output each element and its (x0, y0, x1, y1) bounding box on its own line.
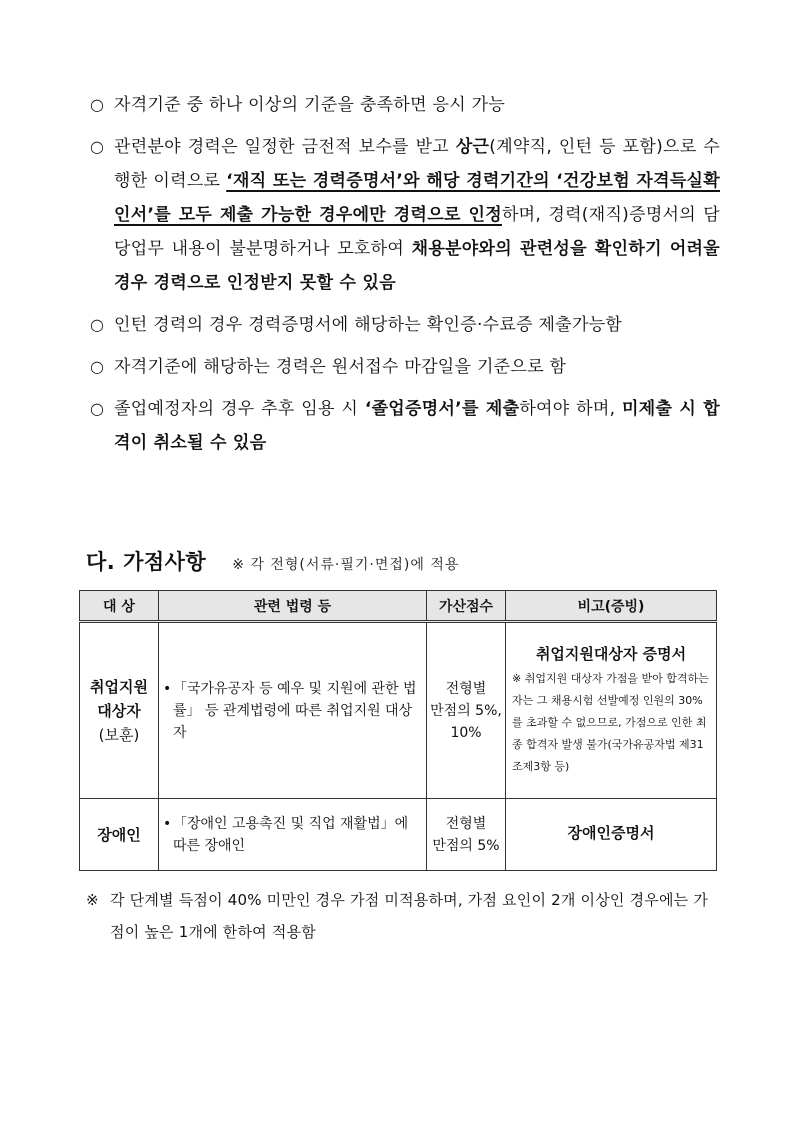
text-run: 졸업예정자의 경우 추후 임용 시 (114, 399, 365, 419)
note-cell (506, 799, 717, 871)
column-header: 비고(증빙) (506, 591, 717, 622)
eligibility-bullets (90, 88, 720, 468)
points-cell (427, 799, 506, 871)
list-item (90, 392, 720, 460)
target-cell: 장애인 (80, 799, 159, 871)
bullet-text: 인턴 경력의 경우 경력증명서에 해당하는 확인증·수료증 제출가능함 (114, 315, 623, 335)
note-body: ※ 취업지원 대상자 가점을 받아 합격하는 자는 그 채용시험 선발예정 인원의 30%를 초과할 수 없으므로, 가점으로 인한 최종 합격자 발생 불가(국가유공자법 제31조제3항 등) (512, 672, 709, 773)
footnote (86, 884, 721, 948)
target-line: 취업지원 (90, 677, 148, 696)
law-text: 「장애인 고용촉진 및 직업 재활법」에 따른 장애인 (173, 815, 409, 854)
law-text: 「국가유공자 등 예우 및 지원에 관한 법률」 등 관계법령에 따른 취업지원 대상자 (173, 680, 417, 741)
text-run-bold: 상근 (455, 137, 490, 157)
text-run-bold: 미제출 시 합격이 취소될 수 있음 (114, 399, 721, 453)
section-title: 다. 가점사항 (86, 550, 207, 574)
bonus-points-table (79, 590, 717, 871)
list-item (90, 130, 720, 300)
points-line: 만점의 5% (432, 837, 500, 854)
points-cell (427, 622, 506, 799)
circle-bullet-icon: ○ (90, 95, 104, 114)
points-line: 전형별 (445, 680, 487, 697)
text-run-bold-underline: ‘재직 또는 경력증명서’와 해당 경력기간의 ‘건강보험 자격득실확인서’를 모두 제출 가능한 경우에만 경력으로 인정 (114, 171, 720, 225)
table-header-row (80, 591, 717, 622)
text-run: 하며, 경력(재직)증명서의 담당업무 내용이 불분명하거나 모호하여 (114, 205, 720, 259)
text-run-bold: 채용분야와의 관련성을 확인하기 어려울 경우 경력으로 인정받지 못할 수 있음 (114, 239, 720, 293)
law-cell (159, 799, 427, 871)
points-line: 10% (450, 724, 482, 741)
section-note: ※ 각 전형(서류·필기·면접)에 적용 (232, 557, 460, 573)
column-header: 관련 법령 등 (159, 591, 427, 622)
circle-bullet-icon: ○ (90, 315, 104, 334)
section-heading (86, 546, 459, 576)
note-cell (506, 622, 717, 799)
list-item (90, 88, 720, 122)
circle-bullet-icon: ○ (90, 357, 104, 376)
table-row (80, 622, 717, 799)
column-header: 가산점수 (427, 591, 506, 622)
note-title: 취업지원대상자 증명서 (535, 645, 687, 663)
text-run: 관련분야 경력은 일정한 금전적 보수를 받고 (114, 137, 456, 157)
text-run: (계약직, 인턴 등 포함)으로 수행한 이력으로 (114, 137, 721, 191)
column-header: 대 상 (80, 591, 159, 622)
list-item (90, 350, 720, 384)
table-row (80, 799, 717, 871)
footnote-text: 각 단계별 득점이 40% 미만인 경우 가점 미적용하며, 가점 요인이 2개 이상인 경우에는 가점이 높은 1개에 한하여 적용함 (110, 891, 709, 941)
target-line: 대상자 (97, 701, 141, 720)
dot-bullet-icon: • (163, 815, 172, 832)
target-line: (보훈) (98, 725, 140, 744)
reference-mark-icon: ※ (86, 891, 99, 909)
note-title: 장애인증명서 (567, 824, 655, 842)
law-cell (159, 622, 427, 799)
circle-bullet-icon: ○ (90, 137, 104, 156)
bullet-text (114, 392, 720, 460)
target-cell (80, 622, 159, 799)
points-line: 만점의 5%, (430, 702, 502, 719)
list-item (90, 308, 720, 342)
points-line: 전형별 (445, 815, 487, 832)
bullet-text (114, 130, 720, 300)
bullet-text: 자격기준에 해당하는 경력은 원서접수 마감일을 기준으로 함 (114, 357, 567, 377)
circle-bullet-icon: ○ (90, 399, 104, 418)
text-run: 하여야 하며, (519, 399, 622, 419)
bullet-text: 자격기준 중 하나 이상의 기준을 충족하면 응시 가능 (114, 95, 506, 115)
dot-bullet-icon: • (163, 680, 172, 697)
text-run-bold: ‘졸업증명서’를 제출 (364, 399, 520, 419)
